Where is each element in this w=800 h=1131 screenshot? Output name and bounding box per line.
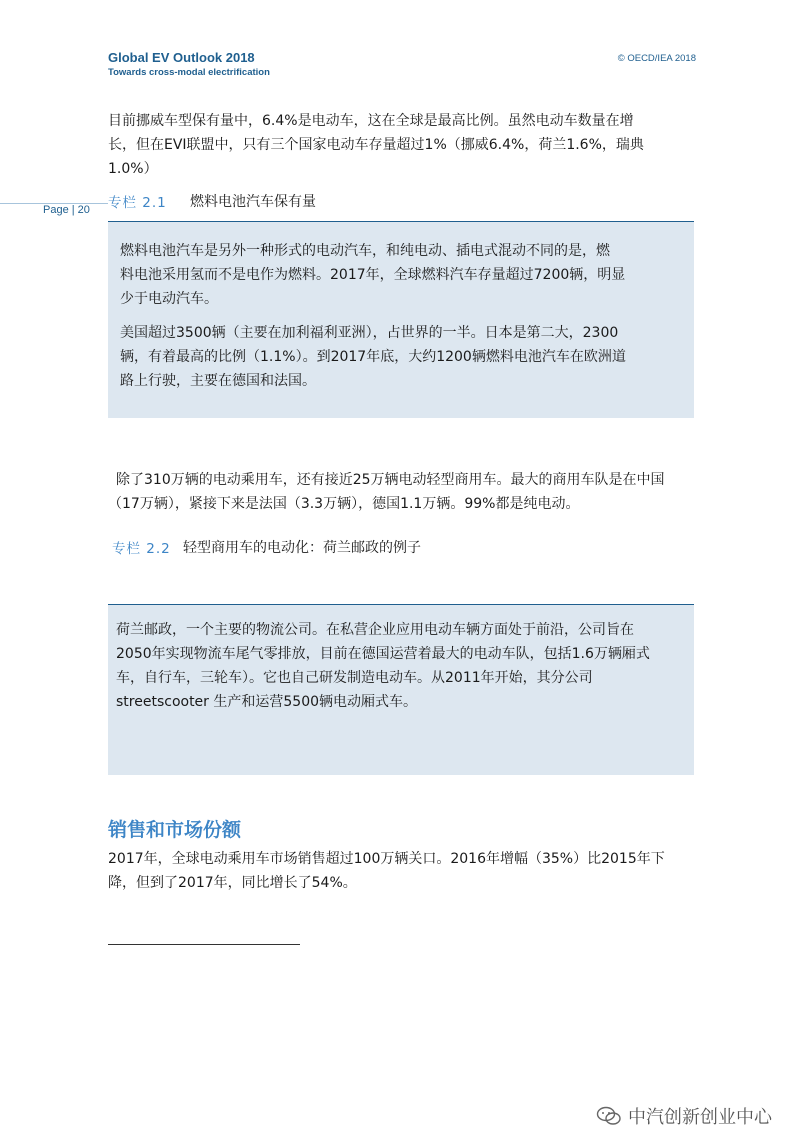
report-title: Global EV Outlook 2018 [108,50,255,65]
watermark-text: 中汽创新创业中心 [628,1107,772,1128]
box1-p2-line-3: 路上行驶，主要在德国和法国。 [120,373,316,389]
box2-line-3: 车，自行车，三轮车）。它也自己研发制造电动车。从2011年开始，其分公司 [116,670,593,686]
copyright: © OECD/IEA 2018 [617,53,696,64]
box1-p2-line-2: 辆，有着最高的比例（1.1%）。到2017年底，大约1200辆燃料电池汽车在欧洲道 [120,349,626,365]
box1-label: 专栏 2.1 [108,195,167,211]
box2-line-2: 2050年实现物流车尾气零排放，目前在德国运营着最大的电动车队，包括1.6万辆厢式 [116,646,650,662]
box2-label: 专栏 2.2 [112,541,171,557]
commercial-line-2: （17万辆），紧接下来是法国（3.3万辆），德国1.1万辆。99%都是纯电动。 [108,496,580,512]
footnote-divider [108,944,300,945]
intro-line-3: 1.0%） [108,161,158,177]
page-number: Page | 20 [43,204,90,216]
sales-line-1: 2017年，全球电动乘用车市场销售超过100万辆关口。2016年增幅（35%）比2015年下 [108,851,665,867]
box1-p1-line-2: 料电池采用氢而不是电作为燃料。2017年，全球燃料汽车存量超过7200辆，明显 [120,267,626,283]
watermark [596,1103,772,1129]
box2-line-1: 荷兰邮政，一个主要的物流公司。在私营企业应用电动车辆方面处于前沿，公司旨在 [116,622,634,638]
box2-line-4: streetscooter 生产和运营5500辆电动厢式车。 [116,694,418,710]
wechat-icon [596,1106,622,1126]
box1-p1-line-3: 少于电动汽车。 [120,291,218,307]
report-subtitle: Towards cross-modal electrification [108,67,270,78]
section-heading-sales: 销售和市场份额 [108,819,242,841]
box2-panel [108,604,694,775]
intro-line-2: 长，但在EVI联盟中，只有三个国家电动车存量超过1%（挪威6.4%，荷兰1.6%，瑞典 [108,137,644,153]
box1-p1-line-1: 燃料电池汽车是另外一种形式的电动汽车，和纯电动、插电式混动不同的是，燃 [120,243,610,259]
box1-p2-line-1: 美国超过3500辆（主要在加利福利亚洲），占世界的一半。日本是第二大，2300 [120,325,619,341]
box1-panel [108,221,694,418]
box2-title: 轻型商用车的电动化：荷兰邮政的例子 [183,540,421,556]
commercial-line-1: 除了310万辆的电动乘用车，还有接近25万辆电动轻型商用车。最大的商用车队是在中国 [116,472,665,488]
sales-line-2: 降，但到了2017年，同比增长了54%。 [108,875,357,891]
box1-title: 燃料电池汽车保有量 [190,194,316,210]
intro-line-1: 目前挪威车型保有量中，6.4%是电动车，这在全球是最高比例。虽然电动车数量在增 [108,113,634,129]
